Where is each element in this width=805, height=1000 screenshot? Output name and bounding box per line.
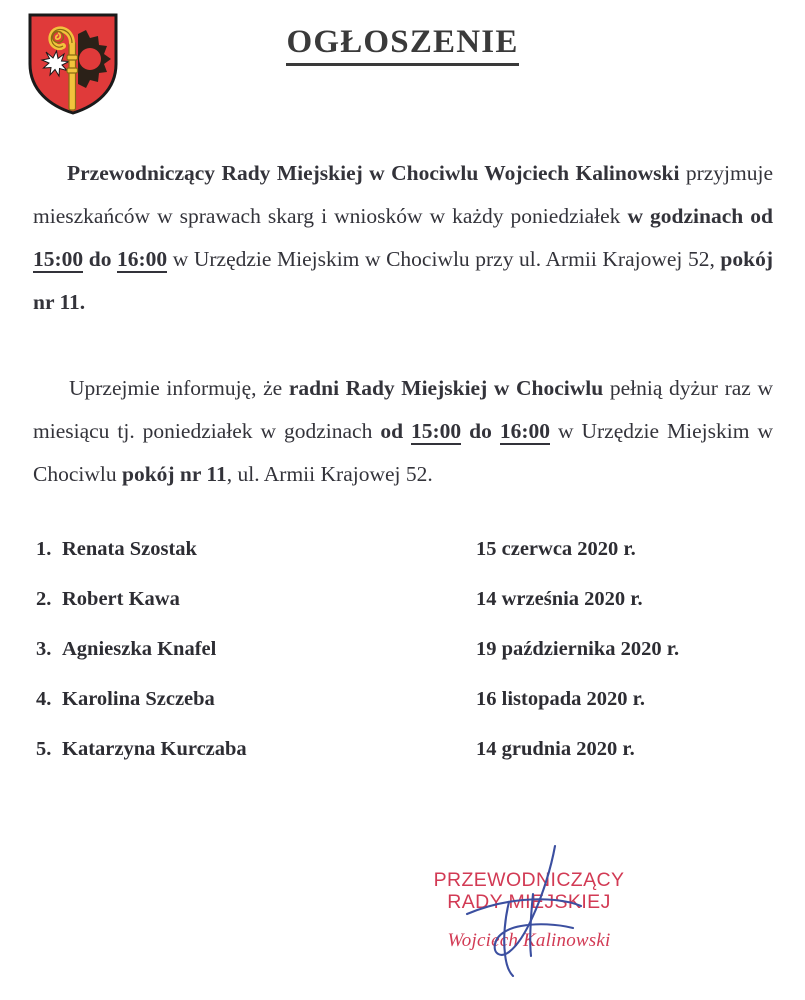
p2-od-label: od	[380, 419, 412, 443]
document-header	[0, 0, 805, 130]
list-item-date: 19 października 2020 r.	[476, 638, 680, 660]
list-item-number: 1.	[36, 538, 52, 560]
p1-do-label: do	[83, 247, 118, 271]
p1-chairman-name: Przewodniczący Rady Miejskiej w Chociwlu Wojciech Kalinowski	[67, 161, 680, 185]
signature-block	[405, 842, 655, 977]
p2-text-a: Uprzejmie informuję, że	[69, 376, 289, 400]
stamp-line-3: Wojciech Kalinowski	[447, 929, 611, 951]
p1-time-to: 16:00	[117, 247, 168, 271]
p2-do-label: do	[461, 419, 500, 443]
list-item-date: 14 grudnia 2020 r.	[476, 738, 635, 760]
page-title	[0, 24, 805, 61]
list-item-number: 5.	[36, 738, 52, 760]
list-item-date: 14 września 2020 r.	[476, 588, 643, 610]
list-item-name: Robert Kawa	[62, 588, 180, 610]
list-item	[36, 738, 776, 788]
p2-room: pokój nr 11	[121, 462, 227, 486]
p2-time-from: 15:00	[411, 419, 462, 443]
p2-text-c: w Urzędzie Miejskim w Chociwlu	[33, 419, 773, 486]
councillor-duty-list	[36, 538, 776, 788]
list-item-name: Katarzyna Kurczaba	[62, 738, 247, 760]
p1-text-a: przyjmuje mieszkańców w sprawach skarg i wniosków w każdy poniedziałek	[33, 161, 773, 228]
official-stamp	[413, 870, 645, 951]
list-item-date: 15 czerwca 2020 r.	[476, 538, 636, 560]
list-item-number: 4.	[36, 688, 52, 710]
list-item-name: Karolina Szczeba	[62, 688, 215, 710]
list-item	[36, 638, 776, 688]
paragraph-chairman-hours	[33, 152, 773, 324]
p2-time-to: 16:00	[499, 419, 551, 443]
stamp-line-1: PRZEWODNICZĄCY	[433, 869, 625, 891]
list-item-number: 2.	[36, 588, 52, 610]
list-item	[36, 538, 776, 588]
p1-hours-label: w godzinach od	[627, 204, 773, 228]
list-item-name: Renata Szostak	[62, 538, 197, 560]
list-item	[36, 588, 776, 638]
list-item	[36, 688, 776, 738]
p1-room: pokój nr 11.	[33, 247, 773, 314]
p2-text-d: , ul. Armii Krajowej 52.	[226, 462, 433, 486]
p1-text-b: w Urzędzie Miejskim w Chociwlu przy ul. Armii Krajowej 52,	[167, 247, 721, 271]
list-item-name: Agnieszka Knafel	[62, 638, 217, 660]
p1-time-from: 15:00	[33, 247, 84, 271]
list-item-number: 3.	[36, 638, 52, 660]
page-title-text: OGŁOSZENIE	[286, 24, 518, 66]
p2-councillors-label: radni Rady Miejskiej w Chociwlu	[288, 376, 604, 400]
p2-text-b: pełnią dyżur raz w miesiącu tj. poniedziałek w godzinach	[33, 376, 773, 443]
announcement-body	[33, 152, 773, 496]
stamp-line-2: RADY MIEJSKIEJ	[447, 890, 611, 913]
list-item-date: 16 listopada 2020 r.	[476, 688, 645, 710]
paragraph-councillors-hours	[33, 367, 773, 496]
